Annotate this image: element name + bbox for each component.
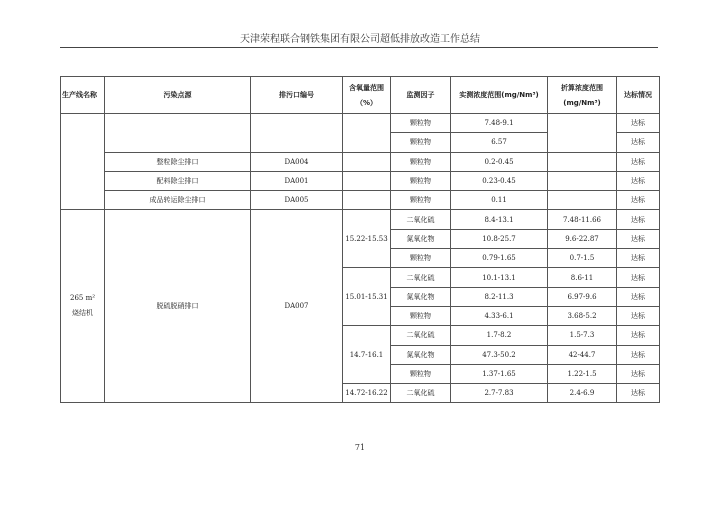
converted-cell: 7.48-11.66 [548,210,617,229]
status-cell: 达标 [617,306,660,325]
col-header-converted [548,77,617,114]
table-row [61,210,660,229]
measured-cell: 0.11 [451,191,548,210]
measured-cell: 47.3-50.2 [451,345,548,364]
table-header-row [61,77,660,114]
o2-cell: 15.01-15.31 [343,268,391,326]
status-cell: 达标 [617,268,660,287]
measured-cell: 8.4-13.1 [451,210,548,229]
factor-cell: 颗粒物 [391,114,451,133]
status-cell: 达标 [617,210,660,229]
table-row [61,152,660,171]
source-cell [105,114,251,153]
measured-cell: 2.7-7.83 [451,384,548,403]
status-cell: 达标 [617,345,660,364]
outlet-cell: DA004 [251,152,343,171]
o2-cell: 15.22-15.53 [343,210,391,268]
factor-cell: 颗粒物 [391,249,451,268]
outlet-cell [251,114,343,153]
table-row [61,171,660,190]
status-cell: 达标 [617,326,660,345]
factor-cell: 二氧化硫 [391,268,451,287]
source-cell: 成品转运除尘排口 [105,191,251,210]
status-cell: 达标 [617,249,660,268]
factor-cell: 二氧化硫 [391,210,451,229]
converted-cell [548,171,617,190]
status-cell: 达标 [617,229,660,248]
converted-cell: 0.7-1.5 [548,249,617,268]
factor-cell: 颗粒物 [391,191,451,210]
status-cell: 达标 [617,191,660,210]
measured-cell: 1.7-8.2 [451,326,548,345]
factor-cell: 颗粒物 [391,364,451,383]
converted-cell: 42-44.7 [548,345,617,364]
line-cell-sinter: 265 m²烧结机 [61,210,105,403]
o2-header-unit: （%） [355,98,377,107]
col-header-factor: 监测因子 [391,77,451,114]
page-number: 71 [354,443,366,452]
factor-cell: 二氧化硫 [391,384,451,403]
factor-cell: 颗粒物 [391,306,451,325]
o2-cell [343,171,391,190]
status-cell: 达标 [617,133,660,152]
o2-cell [343,114,391,153]
outlet-cell: DA001 [251,171,343,190]
factor-cell: 氮氧化物 [391,345,451,364]
status-cell: 达标 [617,287,660,306]
col-header-o2 [343,77,391,114]
emission-table [60,76,660,403]
o2-cell: 14.7-16.1 [343,326,391,384]
converted-cell [548,114,617,153]
measured-cell: 10.8-25.7 [451,229,548,248]
measured-cell: 4.33-6.1 [451,306,548,325]
source-cell: 脱硫脱硝排口 [105,210,251,403]
status-cell: 达标 [617,171,660,190]
o2-cell [343,152,391,171]
source-cell: 配料除尘排口 [105,171,251,190]
factor-cell: 颗粒物 [391,171,451,190]
measured-cell: 6.57 [451,133,548,152]
factor-cell: 氮氧化物 [391,229,451,248]
status-cell: 达标 [617,114,660,133]
line-cell-upper [61,114,105,210]
table-row [61,191,660,210]
outlet-cell: DA005 [251,191,343,210]
converted-cell: 1.22-1.5 [548,364,617,383]
converted-cell: 8.6-11 [548,268,617,287]
measured-cell: 0.23-0.45 [451,171,548,190]
converted-cell: 1.5-7.3 [548,326,617,345]
col-header-source: 污染点源 [105,77,251,114]
status-cell: 达标 [617,384,660,403]
o2-header-label: 含氧量范围 [349,83,384,92]
converted-cell [548,152,617,171]
o2-cell: 14.72-16.22 [343,384,391,403]
col-header-line: 生产线名称 [61,77,105,114]
status-cell: 达标 [617,152,660,171]
measured-cell: 0.79-1.65 [451,249,548,268]
factor-cell: 二氧化硫 [391,326,451,345]
o2-cell [343,191,391,210]
page-header: 天津荣程联合钢铁集团有限公司超低排放改造工作总结 [240,34,480,45]
converted-cell [548,191,617,210]
converted-header-label: 折算浓度范围 [561,83,603,92]
factor-cell: 颗粒物 [391,152,451,171]
converted-cell: 9.6-22.87 [548,229,617,248]
table-row [61,114,660,133]
measured-cell: 10.1-13.1 [451,268,548,287]
factor-cell: 颗粒物 [391,133,451,152]
measured-cell: 8.2-11.3 [451,287,548,306]
converted-cell: 6.97-9.6 [548,287,617,306]
measured-cell: 7.48-9.1 [451,114,548,133]
col-header-outlet: 排污口编号 [251,77,343,114]
converted-cell: 2.4-6.9 [548,384,617,403]
converted-cell: 3.68-5.2 [548,306,617,325]
measured-cell: 0.2-0.45 [451,152,548,171]
factor-cell: 氮氧化物 [391,287,451,306]
converted-header-unit: (mg/Nm³) [563,98,601,107]
source-cell: 整粒除尘排口 [105,152,251,171]
status-cell: 达标 [617,364,660,383]
col-header-measured: 实测浓度范围(mg/Nm³) [451,77,548,114]
outlet-cell: DA007 [251,210,343,403]
col-header-status: 达标情况 [617,77,660,114]
measured-cell: 1.37-1.65 [451,364,548,383]
header-rule [60,47,658,48]
